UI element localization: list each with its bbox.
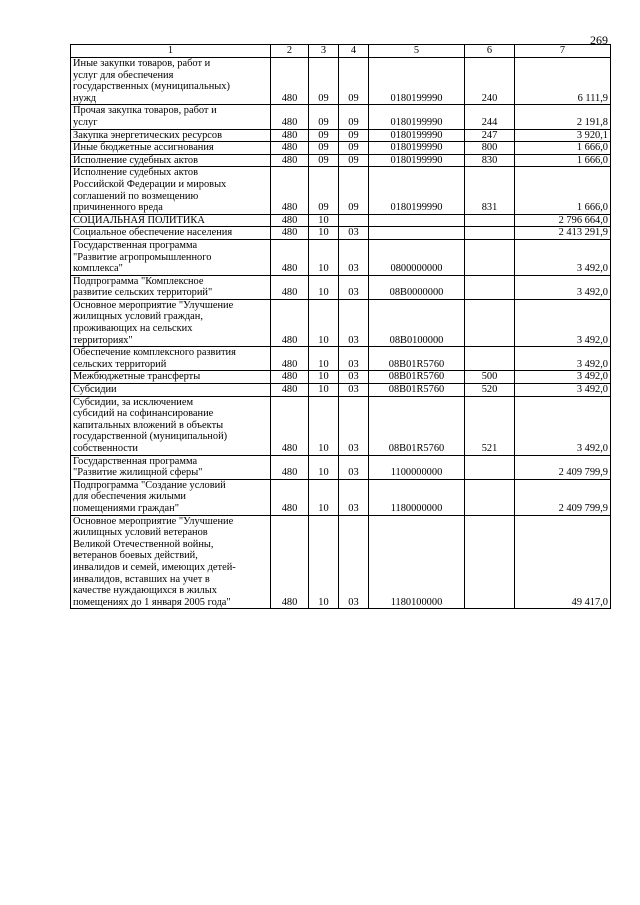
table-row bbox=[71, 167, 611, 214]
table-row bbox=[71, 275, 611, 299]
row-ved-code bbox=[271, 275, 309, 299]
row-ved-code-text: 480 bbox=[281, 142, 298, 154]
row-ved-code-text: 480 bbox=[281, 116, 298, 128]
row-subsection-code-text: 09 bbox=[348, 92, 359, 104]
row-ved-code-text: 480 bbox=[281, 467, 298, 479]
row-target-article-text: 0180199990 bbox=[390, 116, 443, 128]
row-target-article bbox=[369, 479, 465, 515]
row-name-text: Подпрограмма "Создание условий для обеспечения жилыми помещениями граждан" bbox=[73, 479, 226, 514]
row-ved-code bbox=[271, 455, 309, 479]
row-amount-text: 3 492,0 bbox=[576, 443, 608, 454]
header-col-csr: 5 bbox=[369, 45, 465, 58]
row-ved-code bbox=[271, 371, 309, 384]
row-subsection-code bbox=[339, 239, 369, 275]
row-section-code-text: 10 bbox=[318, 443, 329, 454]
row-section-code-text: 09 bbox=[318, 154, 329, 166]
table-row bbox=[71, 384, 611, 397]
row-target-article bbox=[369, 58, 465, 105]
row-subsection-code bbox=[339, 479, 369, 515]
table-row bbox=[71, 214, 611, 227]
row-subsection-code bbox=[339, 455, 369, 479]
row-name-text: Подпрограмма "Комплексное развитие сельских территорий" bbox=[73, 275, 213, 299]
row-expense-type-text: 244 bbox=[481, 116, 498, 128]
row-ved-code-text: 480 bbox=[281, 263, 298, 275]
table-row bbox=[71, 142, 611, 155]
row-target-article bbox=[369, 384, 465, 397]
header-row bbox=[71, 45, 611, 58]
row-section-code-text: 10 bbox=[318, 263, 329, 275]
row-ved-code bbox=[271, 167, 309, 214]
row-expense-type-text: 830 bbox=[481, 154, 498, 166]
row-section-code-text: 09 bbox=[318, 116, 329, 128]
row-section-code-text: 10 bbox=[318, 287, 329, 299]
row-name bbox=[71, 455, 271, 479]
row-amount bbox=[515, 167, 611, 214]
row-target-article-text: 1180000000 bbox=[390, 502, 443, 514]
table-row bbox=[71, 239, 611, 275]
row-subsection-code bbox=[339, 214, 369, 227]
row-subsection-code-text: 09 bbox=[348, 202, 359, 214]
row-expense-type bbox=[465, 214, 515, 227]
row-subsection-code-text: 03 bbox=[348, 502, 359, 514]
row-name bbox=[71, 142, 271, 155]
row-target-article-text: 08В01R5760 bbox=[388, 358, 445, 370]
row-section-code-text: 10 bbox=[318, 467, 329, 479]
row-expense-type-text: 521 bbox=[481, 443, 498, 454]
row-expense-type bbox=[465, 275, 515, 299]
row-ved-code bbox=[271, 347, 309, 371]
row-subsection-code-text: 03 bbox=[348, 287, 359, 299]
row-section-code bbox=[309, 371, 339, 384]
row-amount bbox=[515, 275, 611, 299]
row-section-code bbox=[309, 58, 339, 105]
budget-table bbox=[70, 44, 611, 609]
table-row bbox=[71, 105, 611, 129]
row-section-code bbox=[309, 129, 339, 142]
row-amount bbox=[515, 515, 611, 609]
row-ved-code bbox=[271, 479, 309, 515]
row-amount-text: 2 409 799,9 bbox=[558, 502, 608, 514]
row-amount bbox=[515, 347, 611, 371]
row-target-article bbox=[369, 142, 465, 155]
header-col-vr: 6 bbox=[465, 45, 515, 58]
row-amount-text: 6 111,9 bbox=[577, 92, 608, 104]
row-expense-type bbox=[465, 347, 515, 371]
row-name-text: Иные бюджетные ассигнования bbox=[73, 142, 214, 154]
row-section-code bbox=[309, 214, 339, 227]
row-expense-type bbox=[465, 396, 515, 455]
row-target-article bbox=[369, 396, 465, 455]
row-name bbox=[71, 347, 271, 371]
row-expense-type-text: 800 bbox=[481, 142, 498, 154]
row-name-text: Основное мероприятие "Улучшение жилищных условий граждан, проживающих на сельских территориях" bbox=[73, 299, 234, 346]
row-subsection-code-text: 09 bbox=[348, 154, 359, 166]
row-amount-text: 2 413 291,9 bbox=[558, 227, 608, 239]
row-name bbox=[71, 154, 271, 167]
table-row bbox=[71, 455, 611, 479]
row-target-article bbox=[369, 167, 465, 214]
row-ved-code-text: 480 bbox=[281, 287, 298, 299]
header-col-sum: 7 bbox=[515, 45, 611, 58]
row-target-article-text: 0180199990 bbox=[390, 154, 443, 166]
table-row bbox=[71, 347, 611, 371]
row-section-code bbox=[309, 515, 339, 609]
row-subsection-code bbox=[339, 396, 369, 455]
row-section-code-text: 10 bbox=[318, 371, 329, 383]
row-expense-type bbox=[465, 167, 515, 214]
row-target-article-text: 08В0000000 bbox=[389, 287, 444, 299]
row-name bbox=[71, 167, 271, 214]
row-name-text: Исполнение судебных актов Российской Федерации и мировых соглашений по возмещению причиненного вреда bbox=[73, 167, 227, 214]
row-ved-code bbox=[271, 154, 309, 167]
row-subsection-code bbox=[339, 347, 369, 371]
table-row bbox=[71, 371, 611, 384]
row-amount-text: 2 191,8 bbox=[576, 116, 608, 128]
row-ved-code-text: 480 bbox=[281, 443, 298, 454]
row-target-article-text: 1100000000 bbox=[390, 467, 443, 479]
row-expense-type bbox=[465, 371, 515, 384]
row-subsection-code-text: 03 bbox=[348, 443, 359, 454]
row-ved-code-text: 480 bbox=[281, 371, 298, 383]
row-target-article bbox=[369, 239, 465, 275]
row-ved-code-text: 480 bbox=[281, 214, 298, 226]
row-name-text: Обеспечение комплексного развития сельских территорий bbox=[73, 347, 236, 370]
row-ved-code bbox=[271, 515, 309, 609]
row-target-article bbox=[369, 299, 465, 346]
row-amount-text: 1 666,0 bbox=[576, 202, 608, 214]
row-subsection-code-text: 03 bbox=[348, 596, 359, 608]
row-target-article bbox=[369, 347, 465, 371]
row-section-code bbox=[309, 396, 339, 455]
row-ved-code bbox=[271, 142, 309, 155]
row-subsection-code bbox=[339, 384, 369, 397]
row-name bbox=[71, 371, 271, 384]
row-name-text: Основное мероприятие "Улучшение жилищных условий ветеранов Великой Отечественной войны, ветеранов боевых действий, инвалидов и семей, имеющих детей- инвалидов, вставших на учет в качестве нуждающихся в жилых помещениях до 1 января 2005 года" bbox=[73, 515, 236, 608]
row-amount bbox=[515, 239, 611, 275]
row-expense-type-text: 247 bbox=[481, 129, 498, 141]
row-subsection-code-text: 03 bbox=[348, 263, 359, 275]
row-subsection-code-text: 03 bbox=[348, 384, 359, 396]
row-name bbox=[71, 275, 271, 299]
table-row bbox=[71, 227, 611, 240]
row-amount-text: 3 492,0 bbox=[576, 371, 608, 383]
row-ved-code bbox=[271, 105, 309, 129]
row-section-code-text: 10 bbox=[318, 214, 329, 226]
row-subsection-code bbox=[339, 227, 369, 240]
row-section-code bbox=[309, 154, 339, 167]
row-expense-type bbox=[465, 239, 515, 275]
row-section-code bbox=[309, 479, 339, 515]
row-section-code bbox=[309, 384, 339, 397]
row-amount-text: 3 920,1 bbox=[576, 129, 608, 141]
row-section-code-text: 09 bbox=[318, 92, 329, 104]
row-subsection-code bbox=[339, 371, 369, 384]
row-ved-code-text: 480 bbox=[281, 384, 298, 396]
row-name bbox=[71, 58, 271, 105]
row-subsection-code bbox=[339, 515, 369, 609]
row-section-code bbox=[309, 275, 339, 299]
row-name-text: Закупка энергетических ресурсов bbox=[73, 129, 222, 141]
row-section-code-text: 09 bbox=[318, 202, 329, 214]
row-amount bbox=[515, 58, 611, 105]
row-target-article bbox=[369, 129, 465, 142]
row-subsection-code-text: 03 bbox=[348, 334, 359, 346]
row-amount bbox=[515, 154, 611, 167]
row-name bbox=[71, 515, 271, 609]
row-target-article-text: 0180199990 bbox=[390, 129, 443, 141]
row-name-text: Государственная программа "Развитие жилищной сферы" bbox=[73, 455, 203, 479]
row-expense-type bbox=[465, 105, 515, 129]
row-ved-code-text: 480 bbox=[281, 334, 298, 346]
row-expense-type bbox=[465, 58, 515, 105]
row-section-code-text: 10 bbox=[318, 334, 329, 346]
row-name bbox=[71, 214, 271, 227]
row-target-article-text: 08В01R5760 bbox=[388, 384, 445, 396]
table-row bbox=[71, 154, 611, 167]
row-expense-type bbox=[465, 515, 515, 609]
row-amount bbox=[515, 396, 611, 455]
row-expense-type bbox=[465, 154, 515, 167]
row-target-article-text: 1180100000 bbox=[390, 596, 443, 608]
row-section-code-text: 09 bbox=[318, 142, 329, 154]
row-subsection-code-text: 03 bbox=[348, 371, 359, 383]
row-amount bbox=[515, 227, 611, 240]
row-subsection-code bbox=[339, 129, 369, 142]
row-expense-type bbox=[465, 479, 515, 515]
row-subsection-code bbox=[339, 299, 369, 346]
row-section-code bbox=[309, 347, 339, 371]
row-subsection-code bbox=[339, 58, 369, 105]
row-ved-code bbox=[271, 214, 309, 227]
header-col-pr: 4 bbox=[339, 45, 369, 58]
row-expense-type bbox=[465, 384, 515, 397]
row-subsection-code-text: 03 bbox=[348, 358, 359, 370]
row-amount bbox=[515, 384, 611, 397]
row-amount-text: 1 666,0 bbox=[576, 142, 608, 154]
row-expense-type bbox=[465, 227, 515, 240]
row-ved-code-text: 480 bbox=[281, 202, 298, 214]
row-section-code bbox=[309, 142, 339, 155]
row-amount bbox=[515, 105, 611, 129]
row-section-code-text: 09 bbox=[318, 129, 329, 141]
row-expense-type-text: 500 bbox=[481, 371, 498, 383]
row-name bbox=[71, 105, 271, 129]
row-name-text: Исполнение судебных актов bbox=[73, 154, 198, 166]
row-target-article-text: 08В0100000 bbox=[389, 334, 444, 346]
row-name-text: Межбюджетные трансферты bbox=[73, 371, 201, 383]
table-row bbox=[71, 396, 611, 455]
row-ved-code bbox=[271, 239, 309, 275]
row-target-article bbox=[369, 275, 465, 299]
row-amount-text: 3 492,0 bbox=[576, 384, 608, 396]
row-expense-type bbox=[465, 455, 515, 479]
row-amount-text: 2 409 799,9 bbox=[558, 467, 608, 479]
row-amount-text: 3 492,0 bbox=[576, 287, 608, 299]
row-ved-code bbox=[271, 396, 309, 455]
row-ved-code-text: 480 bbox=[281, 154, 298, 166]
row-target-article bbox=[369, 227, 465, 240]
row-amount bbox=[515, 299, 611, 346]
row-name bbox=[71, 384, 271, 397]
page-number: 269 bbox=[590, 33, 608, 47]
row-target-article-text: 08В01R5760 bbox=[388, 443, 445, 454]
row-section-code bbox=[309, 299, 339, 346]
row-ved-code bbox=[271, 129, 309, 142]
row-expense-type bbox=[465, 129, 515, 142]
row-expense-type bbox=[465, 299, 515, 346]
row-subsection-code bbox=[339, 167, 369, 214]
row-ved-code-text: 480 bbox=[281, 358, 298, 370]
row-amount-text: 3 492,0 bbox=[576, 358, 608, 370]
row-amount-text: 3 492,0 bbox=[576, 263, 608, 275]
row-target-article-text: 0180199990 bbox=[390, 92, 443, 104]
row-subsection-code bbox=[339, 105, 369, 129]
header-col-rz: 3 bbox=[309, 45, 339, 58]
row-ved-code bbox=[271, 227, 309, 240]
row-name-text: Социальное обеспечение населения bbox=[73, 227, 233, 239]
row-name bbox=[71, 396, 271, 455]
row-section-code bbox=[309, 167, 339, 214]
row-target-article-text: 0800000000 bbox=[390, 263, 443, 275]
row-target-article bbox=[369, 455, 465, 479]
row-name bbox=[71, 227, 271, 240]
row-subsection-code-text: 03 bbox=[348, 467, 359, 479]
table-row bbox=[71, 515, 611, 609]
row-section-code-text: 10 bbox=[318, 358, 329, 370]
row-name bbox=[71, 479, 271, 515]
row-amount-text: 2 796 664,0 bbox=[558, 214, 608, 226]
row-subsection-code bbox=[339, 275, 369, 299]
row-name-text: Субсидии, за исключением субсидий на софинансирование капитальных вложений в объекты государственной (муниципальной) собственности bbox=[73, 396, 228, 454]
row-target-article bbox=[369, 371, 465, 384]
row-expense-type-text: 240 bbox=[481, 92, 498, 104]
table-row bbox=[71, 129, 611, 142]
row-name bbox=[71, 129, 271, 142]
row-section-code-text: 10 bbox=[318, 502, 329, 514]
row-target-article-text: 08В01R5760 bbox=[388, 371, 445, 383]
row-ved-code bbox=[271, 384, 309, 397]
row-subsection-code-text: 09 bbox=[348, 129, 359, 141]
table-row bbox=[71, 299, 611, 346]
header-col-ved: 2 bbox=[271, 45, 309, 58]
row-section-code bbox=[309, 227, 339, 240]
row-section-code-text: 10 bbox=[318, 384, 329, 396]
row-expense-type bbox=[465, 142, 515, 155]
row-amount bbox=[515, 129, 611, 142]
row-ved-code-text: 480 bbox=[281, 596, 298, 608]
row-section-code bbox=[309, 105, 339, 129]
row-amount bbox=[515, 214, 611, 227]
row-ved-code bbox=[271, 58, 309, 105]
row-ved-code-text: 480 bbox=[281, 227, 298, 239]
row-section-code-text: 10 bbox=[318, 596, 329, 608]
row-target-article bbox=[369, 214, 465, 227]
row-section-code bbox=[309, 455, 339, 479]
row-target-article bbox=[369, 154, 465, 167]
row-target-article-text: 0180199990 bbox=[390, 202, 443, 214]
row-section-code-text: 10 bbox=[318, 227, 329, 239]
row-name bbox=[71, 239, 271, 275]
row-name-text: СОЦИАЛЬНАЯ ПОЛИТИКА bbox=[73, 214, 205, 226]
row-ved-code-text: 480 bbox=[281, 502, 298, 514]
row-subsection-code-text: 09 bbox=[348, 116, 359, 128]
row-subsection-code bbox=[339, 154, 369, 167]
row-ved-code bbox=[271, 299, 309, 346]
row-target-article bbox=[369, 515, 465, 609]
row-section-code bbox=[309, 239, 339, 275]
row-name-text: Субсидии bbox=[73, 384, 117, 396]
row-subsection-code bbox=[339, 142, 369, 155]
row-amount-text: 1 666,0 bbox=[576, 154, 608, 166]
row-amount bbox=[515, 371, 611, 384]
row-target-article bbox=[369, 105, 465, 129]
row-name-text: Прочая закупка товаров, работ и услуг bbox=[73, 105, 217, 128]
row-ved-code-text: 480 bbox=[281, 92, 298, 104]
header-col-name: 1 bbox=[71, 45, 271, 58]
row-subsection-code-text: 03 bbox=[348, 227, 359, 239]
row-name-text: Иные закупки товаров, работ и услуг для обеспечения государственных (муниципальных) нужд bbox=[73, 58, 230, 104]
row-subsection-code-text: 09 bbox=[348, 142, 359, 154]
row-amount bbox=[515, 455, 611, 479]
row-amount bbox=[515, 479, 611, 515]
row-name bbox=[71, 299, 271, 346]
row-amount-text: 3 492,0 bbox=[576, 334, 608, 346]
table-row bbox=[71, 58, 611, 105]
row-target-article-text: 0180199990 bbox=[390, 142, 443, 154]
table-row bbox=[71, 479, 611, 515]
row-amount bbox=[515, 142, 611, 155]
row-amount-text: 49 417,0 bbox=[571, 596, 608, 608]
row-expense-type-text: 520 bbox=[481, 384, 498, 396]
row-ved-code-text: 480 bbox=[281, 129, 298, 141]
row-expense-type-text: 831 bbox=[481, 202, 498, 214]
row-name-text: Государственная программа "Развитие агропромышленного комплекса" bbox=[73, 239, 212, 275]
